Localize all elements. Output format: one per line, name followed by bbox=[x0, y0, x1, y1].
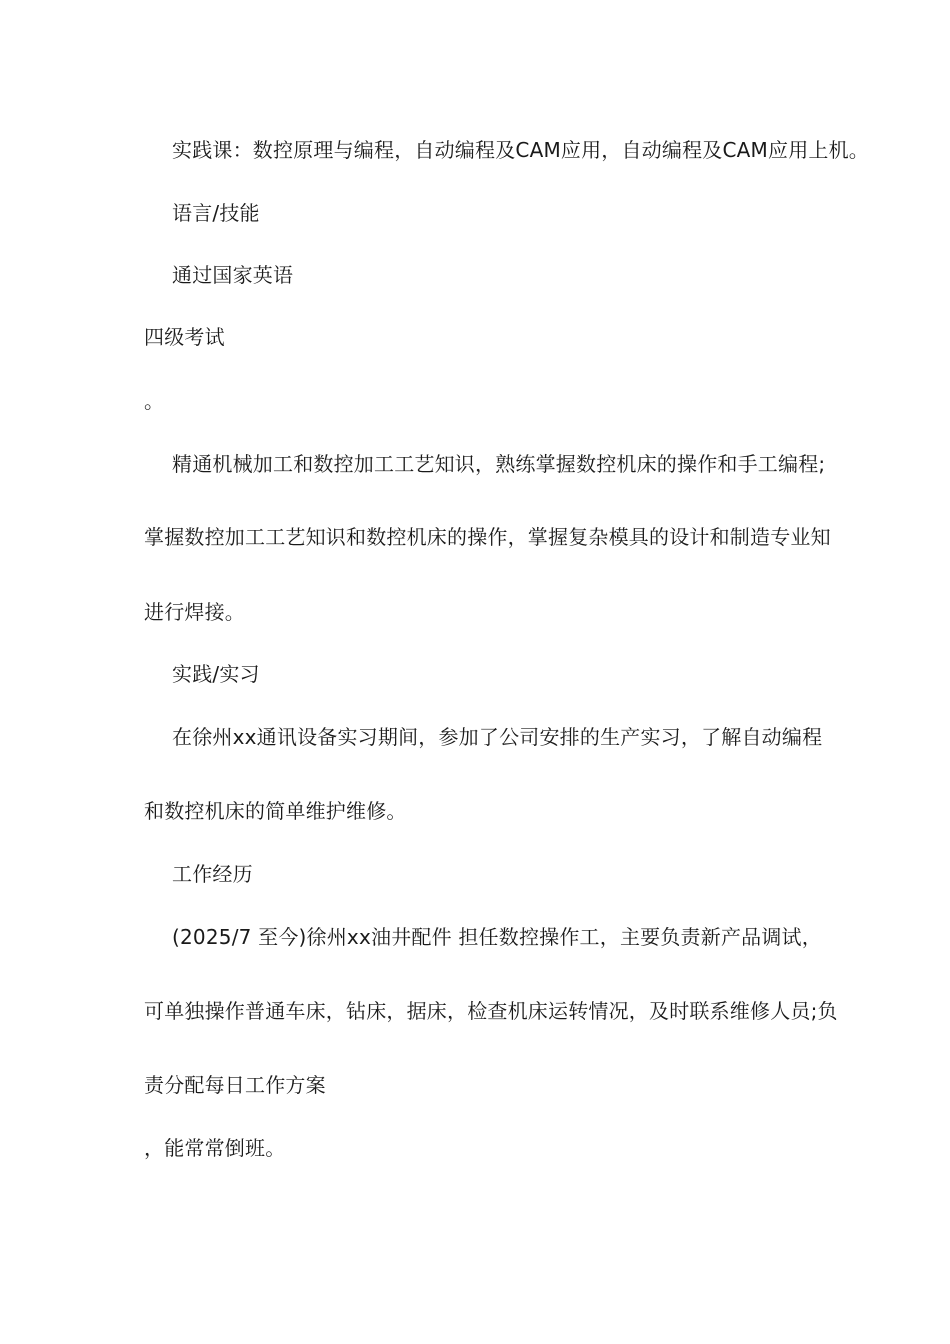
english-exam-line: 通过国家英语 bbox=[172, 263, 294, 287]
work-line-4: ，能常常倒班。 bbox=[144, 1136, 286, 1160]
section-heading-internship: 实践/实习 bbox=[172, 662, 260, 686]
internship-line-1: 在徐州xx通讯设备实习期间，参加了公司安排的生产实习，了解自动编程 bbox=[172, 725, 823, 749]
internship-line-2: 和数控机床的简单维护维修。 bbox=[144, 799, 407, 823]
skills-line-1: 精通机械加工和数控加工工艺知识，熟练掌握数控机床的操作和手工编程; bbox=[172, 452, 826, 476]
section-heading-language-skills: 语言/技能 bbox=[172, 201, 260, 225]
section-heading-work-experience: 工作经历 bbox=[172, 862, 253, 886]
skills-line-2: 掌握数控加工工艺知识和数控机床的操作，掌握复杂模具的设计和制造专业知 bbox=[144, 525, 831, 549]
work-line-2: 可单独操作普通车床，钻床，据床，检查机床运转情况，及时联系维修人员;负 bbox=[144, 999, 838, 1023]
skills-line-3: 进行焊接。 bbox=[144, 600, 245, 624]
cet4-line: 四级考试 bbox=[144, 325, 225, 349]
work-line-1: (2025/7 至今)徐州xx油井配件 担任数控操作工，主要负责新产品调试， bbox=[172, 925, 822, 949]
practice-courses-line: 实践课：数控原理与编程，自动编程及CAM应用，自动编程及CAM应用上机。 bbox=[172, 138, 870, 162]
period-line: 。 bbox=[144, 389, 165, 413]
work-line-3: 责分配每日工作方案 bbox=[144, 1073, 326, 1097]
